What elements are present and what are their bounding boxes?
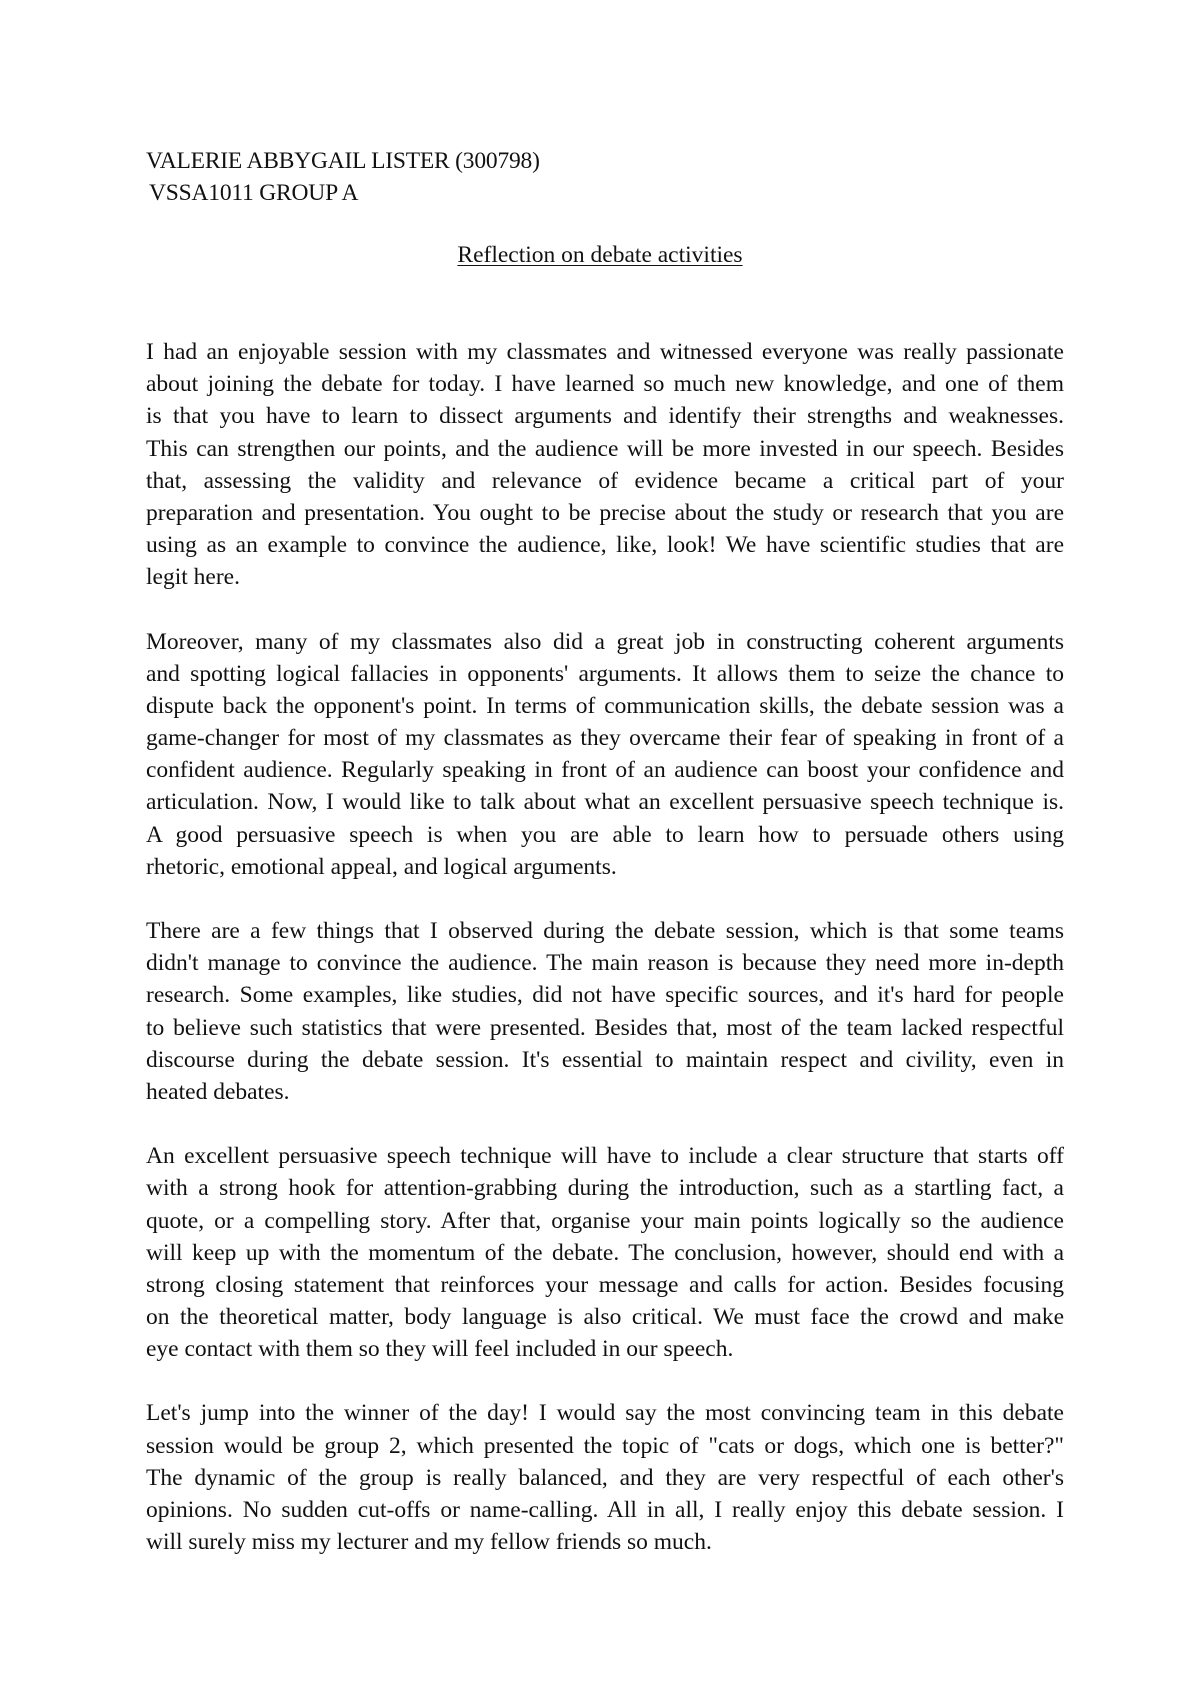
- paragraph-line: is that you have to learn to dissect arguments and identify their strengths and weaknesses.: [146, 403, 1064, 430]
- paragraph-line: didn't manage to convince the audience. The main reason is because they need more in-depth: [146, 950, 1064, 977]
- paragraph-line: Moreover, many of my classmates also did a great job in constructing coherent arguments: [146, 628, 1064, 655]
- document-title: [0, 240, 1200, 270]
- paragraph-line: about joining the debate for today. I have learned so much new knowledge, and one of them: [146, 371, 1064, 398]
- paragraph-line: dispute back the opponent's point. In terms of communication skills, the debate session was a: [146, 692, 1064, 719]
- paragraph-line: strong closing statement that reinforces your message and calls for action. Besides focusing: [146, 1271, 1064, 1298]
- paragraph-line: session would be group 2, which presented the topic of "cats or dogs, which one is better?": [146, 1432, 1064, 1459]
- paragraph-line: will keep up with the momentum of the debate. The conclusion, however, should end with a: [146, 1239, 1064, 1266]
- paragraph-line: articulation. Now, I would like to talk about what an excellent persuasive speech technique is.: [146, 789, 1064, 816]
- paragraph-line: and spotting logical fallacies in opponents' arguments. It allows them to seize the chance to: [146, 660, 1064, 687]
- paragraph-line: rhetoric, emotional appeal, and logical arguments.: [146, 853, 617, 880]
- paragraph-line: The dynamic of the group is really balanced, and they are very respectful of each other's: [146, 1464, 1064, 1491]
- paragraph-line: A good persuasive speech is when you are able to learn how to persuade others using: [146, 821, 1064, 848]
- paragraph-line: opinions. No sudden cut-offs or name-calling. All in all, I really enjoy this debate session. I: [146, 1497, 1064, 1523]
- paragraph-line: eye contact with them so they will feel included in our speech.: [146, 1336, 734, 1363]
- document-title-text: Reflection on debate activities: [457, 242, 743, 268]
- document-body: [146, 336, 1064, 1590]
- paragraph-line: will surely miss my lecturer and my fellow friends so much.: [146, 1529, 712, 1556]
- paragraph-line: discourse during the debate session. It's essential to maintain respect and civility, even in: [146, 1046, 1064, 1073]
- paragraph-4: [146, 1140, 1064, 1365]
- paragraph-line: to believe such statistics that were presented. Besides that, most of the team lacked respectful: [146, 1014, 1064, 1041]
- paragraph-line: confident audience. Regularly speaking in front of an audience can boost your confidence and: [146, 757, 1064, 784]
- paragraph-line: research. Some examples, like studies, did not have specific sources, and it's hard for people: [146, 982, 1064, 1009]
- paragraph-line: I had an enjoyable session with my classmates and witnessed everyone was really passionate: [146, 339, 1064, 365]
- paragraph-1: [146, 336, 1064, 594]
- student-name-line: VALERIE ABBYGAIL LISTER (300798): [146, 148, 540, 174]
- paragraph-line: using as an example to convince the audience, like, look! We have scientific studies that are: [146, 532, 1064, 559]
- paragraph-line: preparation and presentation. You ought to be precise about the study or research that you are: [146, 499, 1064, 526]
- paragraph-line: An excellent persuasive speech technique will have to include a clear structure that starts off: [146, 1143, 1064, 1170]
- paragraph-5: [146, 1397, 1064, 1558]
- paragraph-line: quote, or a compelling story. After that, organise your main points logically so the audience: [146, 1207, 1064, 1234]
- paragraph-3: [146, 915, 1064, 1108]
- paragraph-line: heated debates.: [146, 1078, 290, 1105]
- course-group-line: VSSA1011 GROUP A: [149, 180, 359, 206]
- paragraph-line: There are a few things that I observed during the debate session, which is that some teams: [146, 918, 1064, 944]
- paragraph-line: This can strengthen our points, and the audience will be more invested in our speech. Besides: [146, 435, 1064, 462]
- paragraph-line: that, assessing the validity and relevance of evidence became a critical part of your: [146, 467, 1064, 494]
- paragraph-line: Let's jump into the winner of the day! I would say the most convincing team in this debate: [146, 1400, 1064, 1427]
- paragraph-2: [146, 626, 1064, 884]
- paragraph-line: on the theoretical matter, body language is also critical. We must face the crowd and make: [146, 1304, 1064, 1331]
- paragraph-line: game-changer for most of my classmates as they overcame their fear of speaking in front of a: [146, 725, 1064, 752]
- paragraph-line: with a strong hook for attention-grabbing during the introduction, such as a startling fact, a: [146, 1175, 1064, 1202]
- paragraph-line: legit here.: [146, 564, 240, 591]
